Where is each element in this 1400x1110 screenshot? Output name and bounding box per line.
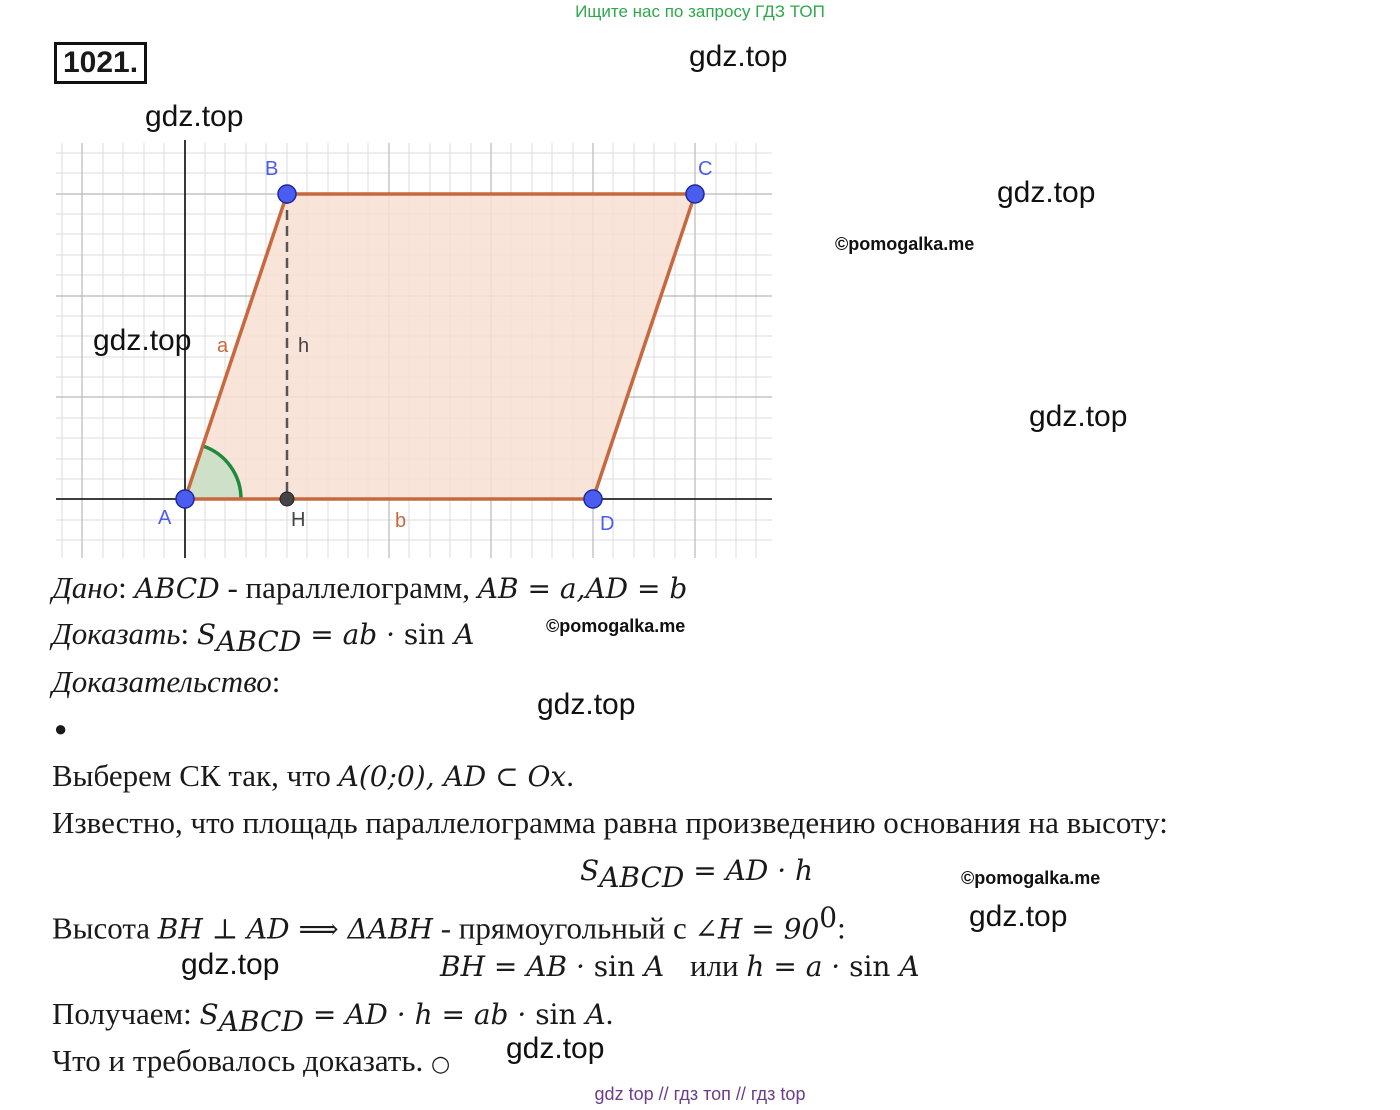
label-side-b: b: [395, 510, 407, 532]
pomogalka-watermark: ©pomogalka.me: [835, 234, 975, 254]
given-eq-b: = b: [628, 572, 688, 605]
prove-sep: :: [180, 616, 190, 651]
problem-number: 1021.: [54, 42, 147, 84]
label-d-point: D: [600, 513, 615, 535]
step1-line: [52, 758, 574, 795]
formula1: [580, 852, 813, 896]
gdz-watermark: gdz.top: [969, 900, 1068, 933]
step4-rhs: = AD · h = ab ·: [303, 998, 536, 1031]
given-ad: AD: [585, 572, 629, 605]
parallelogram-fill: [185, 194, 695, 499]
pomogalka-watermark: ©pomogalka.me: [546, 616, 686, 636]
step3-end: :: [837, 910, 846, 946]
gdz-watermark: gdz.top: [689, 40, 788, 73]
formula2-right: h = a ·: [746, 950, 850, 983]
step3-line: [52, 900, 846, 947]
proof-sep: :: [271, 664, 281, 699]
formula2-sin1: sin: [593, 950, 636, 983]
step4-sin: sin: [535, 998, 577, 1031]
label-height-h: h: [298, 335, 310, 357]
gdz-watermark: gdz.top: [537, 688, 636, 721]
prove-sub: ABCD: [216, 625, 302, 659]
top-banner[interactable]: Ищите нас по запросу ГДЗ ТОП: [575, 2, 825, 21]
gdz-watermark: gdz.top: [145, 100, 244, 133]
step4-text: Получаем:: [52, 996, 200, 1031]
point-c: [686, 185, 704, 203]
gdz-watermark: gdz.top: [506, 1032, 605, 1065]
step4-line: [52, 996, 613, 1040]
formula2-left: BH = AB ·: [440, 950, 594, 983]
label-c-point: C: [698, 158, 713, 180]
step3-text: Высота: [52, 910, 158, 946]
step1-math: A(0;0), AD ⊂ Ox: [338, 760, 567, 793]
gdz-watermark: gdz.top: [997, 176, 1096, 209]
pomogalka-watermark: ©pomogalka.me: [961, 868, 1101, 888]
formula2-or: или: [690, 948, 739, 983]
prove-label: Доказать: [52, 616, 181, 651]
prove-sin: sin: [403, 618, 446, 651]
gdz-watermark: gdz.top: [93, 324, 192, 357]
label-b-point: B: [265, 158, 279, 180]
step3-sup: 0: [819, 901, 838, 934]
formula1-rhs: = AD · h: [684, 854, 814, 887]
point-a: [176, 490, 194, 508]
given-eq-a: = a,: [518, 572, 586, 605]
point-b: [278, 185, 296, 203]
step1-text: Выберем СК так, что: [52, 758, 339, 793]
step1-end: .: [566, 758, 574, 793]
formula1-sub: ABCD: [599, 861, 685, 895]
bullet: ●: [54, 716, 68, 741]
formula2-a1: A: [635, 950, 665, 983]
given-ab: AB: [477, 572, 519, 605]
step4-s: S: [199, 998, 219, 1031]
label-a-point: A: [158, 507, 172, 529]
qed-icon: ○: [431, 1052, 451, 1077]
step3-math: BH ⊥ AD ⟹ ΔABH: [157, 912, 433, 946]
formula1-s: S: [580, 854, 600, 887]
step2-line: Известно, что площадь параллелограмма равна произведению основания на высоту:: [52, 805, 1168, 840]
prove-a: A: [445, 618, 475, 651]
footer-links[interactable]: gdz top // гдз топ // гдз top: [594, 1084, 806, 1104]
given-word: - параллелограмм,: [219, 570, 478, 605]
given-label: Дано: [52, 570, 119, 605]
prove-rhs: = ab ·: [301, 618, 404, 651]
conclusion-text: Что и требовалось доказать.: [52, 1043, 431, 1078]
prove-line: [52, 616, 474, 660]
step4-end: .: [605, 996, 614, 1031]
point-h: [280, 492, 294, 506]
label-side-a: a: [217, 335, 229, 357]
given-line: [52, 570, 687, 607]
step4-sub: ABCD: [218, 1005, 304, 1039]
proof-line: [52, 664, 280, 700]
formula2: [440, 948, 920, 985]
gdz-watermark: gdz.top: [181, 948, 280, 981]
point-d: [584, 490, 602, 508]
gdz-watermark: gdz.top: [1029, 400, 1128, 433]
given-sep: :: [118, 570, 127, 605]
prove-s: S: [196, 618, 217, 651]
label-h-point: H: [291, 509, 306, 531]
given-figure: ABCD: [134, 572, 220, 605]
conclusion-line: [52, 1043, 450, 1083]
formula2-sin2: sin: [849, 950, 891, 983]
proof-label: Доказательство: [52, 664, 272, 699]
step4-a: A: [576, 998, 606, 1031]
formula2-a2: A: [890, 950, 920, 983]
step3-angle: ∠H = 90: [694, 912, 820, 946]
step3-mid: - прямоугольный с: [432, 910, 695, 946]
